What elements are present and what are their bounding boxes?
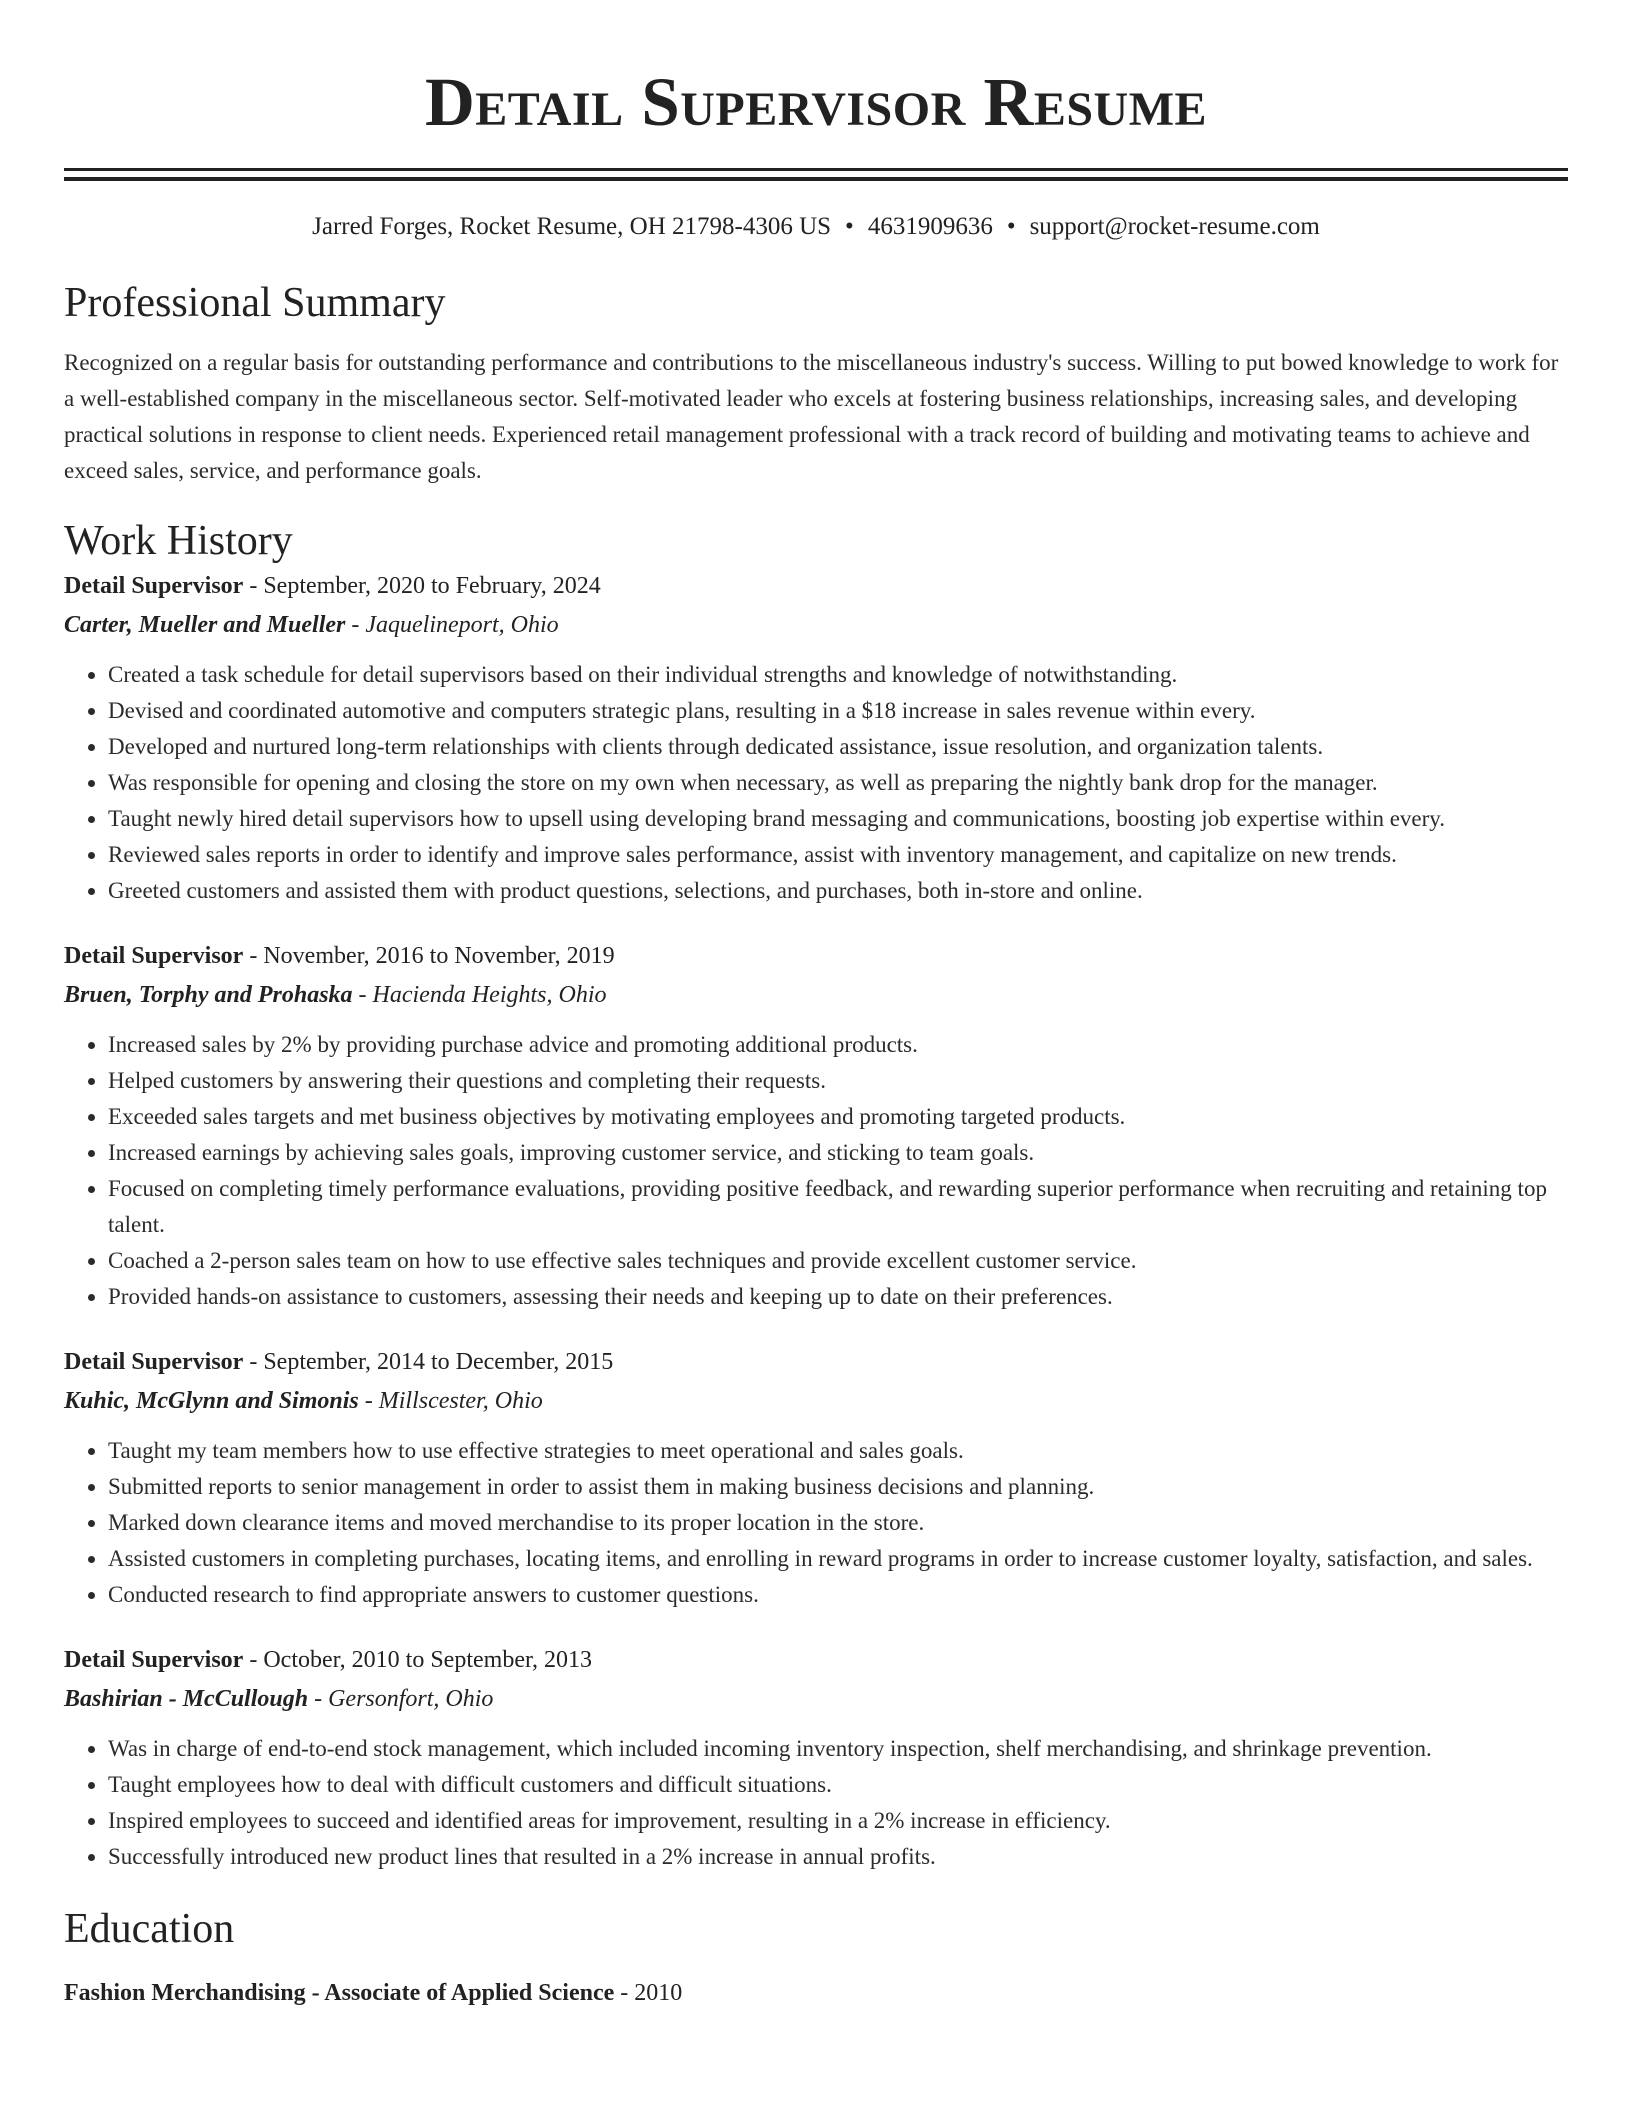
job-bullet-item: • Devised and coordinated automotive and computers strategic plans, resulting in a $18 increase in sales revenue within every. — [108, 693, 1568, 729]
job-bullets — [64, 1433, 1568, 1613]
job-bullet-item: • Taught my team members how to use effective strategies to meet operational and sales goals. — [108, 1433, 1568, 1469]
job-bullet-item: • Was responsible for opening and closing the store on my own when necessary, as well as preparing the nightly bank drop for the manager. — [108, 765, 1568, 801]
company-dash: - — [345, 612, 366, 638]
job-dates: September, 2020 to February, 2024 — [263, 573, 601, 599]
job-title: Detail Supervisor — [64, 1349, 244, 1375]
company-line — [64, 1381, 1568, 1421]
job-bullet-item: • Was in charge of end-to-end stock management, which included incoming inventory inspection, shelf merchandising, and shrinkage prevention. — [108, 1731, 1568, 1767]
company-location: Hacienda Heights, Ohio — [372, 982, 607, 1008]
company-name: Bashirian - McCullough — [64, 1686, 309, 1712]
contact-address: Jarred Forges, Rocket Resume, OH 21798-4306 US — [312, 213, 832, 240]
job-title: Detail Supervisor — [64, 1647, 244, 1673]
job-dates: October, 2010 to September, 2013 — [263, 1647, 593, 1673]
education-heading: Education — [64, 1906, 235, 1952]
job-title-line — [64, 1641, 1568, 1679]
summary-text: Recognized on a regular basis for outstanding performance and contributions to the miscellaneous industry's success. Willing to put bowed knowledge to work for a well-established company in the miscellaneous sector. Self-motivated leader who excels at fostering business relationships, increasing sales, and developing practical solutions in response to client needs. Experienced retail management professional with a track record of building and motivating teams to achieve and exceed sales, service, and performance goals. — [64, 350, 1559, 483]
job-title: Detail Supervisor — [64, 573, 244, 599]
job-bullet-item: • Increased earnings by achieving sales goals, improving customer service, and sticking to team goals. — [108, 1135, 1568, 1171]
job-entry — [64, 1343, 1568, 1613]
contact-phone: 4631909636 — [867, 213, 993, 240]
job-dates: November, 2016 to November, 2019 — [263, 943, 615, 969]
job-bullet-item: • Marked down clearance items and moved merchandise to its proper location in the store. — [108, 1505, 1568, 1541]
company-line — [64, 605, 1568, 645]
company-line — [64, 975, 1568, 1015]
company-location: Gersonfort, Ohio — [328, 1686, 494, 1712]
job-bullet-item: • Created a task schedule for detail supervisors based on their individual strengths and knowledge of notwithstanding. — [108, 657, 1568, 693]
work-history-heading: Work History — [64, 518, 293, 564]
job-title-line — [64, 937, 1568, 975]
contact-email[interactable]: support@rocket-resume.com — [1029, 213, 1320, 240]
contact-line — [64, 211, 1568, 243]
job-dates: September, 2014 to December, 2015 — [263, 1349, 614, 1375]
job-bullet-item: • Inspired employees to succeed and identified areas for improvement, resulting in a 2% increase in efficiency. — [108, 1803, 1568, 1839]
job-bullet-item: • Assisted customers in completing purchases, locating items, and enrolling in reward programs in order to increase customer loyalty, satisfaction, and sales. — [108, 1541, 1568, 1577]
education-entry — [64, 1975, 1568, 2011]
job-bullet-item: • Developed and nurtured long-term relationships with clients through dedicated assistance, issue resolution, and organization talents. — [108, 729, 1568, 765]
summary-heading: Professional Summary — [64, 280, 446, 326]
job-title: Detail Supervisor — [64, 943, 244, 969]
company-line — [64, 1679, 1568, 1719]
job-bullet-item: • Increased sales by 2% by providing purchase advice and promoting additional products. — [108, 1027, 1568, 1063]
job-bullets — [64, 657, 1568, 909]
job-entry — [64, 1641, 1568, 1875]
company-dash: - — [358, 1388, 379, 1414]
title-rule-bottom — [64, 177, 1568, 181]
job-dash: - — [243, 943, 264, 969]
company-name: Carter, Mueller and Mueller — [64, 612, 346, 638]
company-dash: - — [352, 982, 373, 1008]
job-bullet-item: • Coached a 2-person sales team on how to use effective sales techniques and provide excellent customer service. — [108, 1243, 1568, 1279]
job-bullet-item: • Exceeded sales targets and met business objectives by motivating employees and promoting targeted products. — [108, 1099, 1568, 1135]
job-bullet-item: • Taught newly hired detail supervisors how to upsell using developing brand messaging and communications, boosting job expertise within every. — [108, 801, 1568, 837]
company-name: Kuhic, McGlynn and Simonis — [64, 1388, 359, 1414]
contact-separator: • — [1006, 213, 1016, 240]
job-bullet-item: • Greeted customers and assisted them with product questions, selections, and purchases, both in-store and online. — [108, 873, 1568, 909]
company-location: Millscester, Ohio — [378, 1388, 543, 1414]
job-entry — [64, 567, 1568, 909]
contact-separator: • — [845, 213, 854, 240]
education-degree: Fashion Merchandising - Associate of Applied Science — [64, 1980, 615, 2006]
work-history-list — [64, 567, 1568, 1875]
job-bullet-item: • Reviewed sales reports in order to identify and improve sales performance, assist with inventory management, and capitalize on new trends. — [108, 837, 1568, 873]
company-name: Bruen, Torphy and Prohaska — [64, 982, 353, 1008]
job-bullet-item: • Conducted research to find appropriate answers to customer questions. — [108, 1577, 1568, 1613]
job-bullet-item: • Successfully introduced new product lines that resulted in a 2% increase in annual profits. — [108, 1839, 1568, 1875]
company-dash: - — [308, 1686, 329, 1712]
job-dash: - — [243, 573, 264, 599]
company-location: Jaquelineport, Ohio — [365, 612, 559, 638]
job-dash: - — [243, 1647, 264, 1673]
job-bullets — [64, 1027, 1568, 1315]
education-year: 2010 — [634, 1980, 683, 2006]
job-bullet-item: • Helped customers by answering their questions and completing their requests. — [108, 1063, 1568, 1099]
job-title-line — [64, 1343, 1568, 1381]
job-title-line — [64, 567, 1568, 605]
title-rule-top — [64, 168, 1568, 171]
resume-title: Detail Supervisor Resume — [424, 64, 1208, 140]
job-bullet-item: • Provided hands-on assistance to customers, assessing their needs and keeping up to date on their preferences. — [108, 1279, 1568, 1315]
job-entry — [64, 937, 1568, 1315]
job-bullet-item: • Submitted reports to senior management in order to assist them in making business decisions and planning. — [108, 1469, 1568, 1505]
education-list — [64, 1975, 1568, 2011]
job-dash: - — [243, 1349, 264, 1375]
job-bullets — [64, 1731, 1568, 1875]
job-bullet-item: • Taught employees how to deal with difficult customers and difficult situations. — [108, 1767, 1568, 1803]
resume-page — [64, 0, 1568, 2011]
education-dash: - — [614, 1980, 635, 2006]
job-bullet-item: • Focused on completing timely performance evaluations, providing positive feedback, and rewarding superior performance when recruiting and retaining top talent. — [108, 1171, 1568, 1243]
